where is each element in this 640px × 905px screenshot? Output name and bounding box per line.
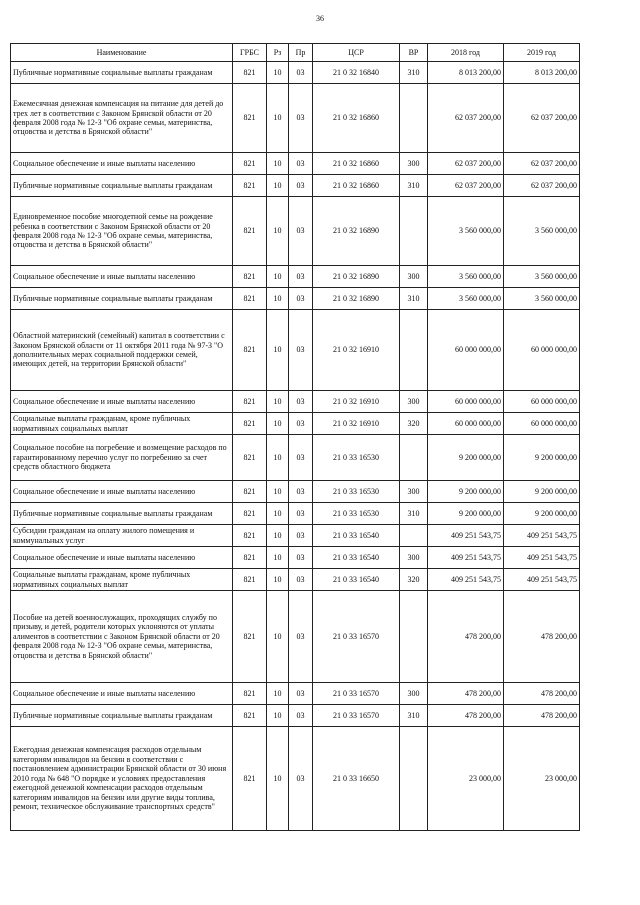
cell-2019: 60 000 000,00 — [504, 391, 580, 413]
cell-csr: 21 0 33 16540 — [313, 547, 400, 569]
cell-rz: 10 — [267, 153, 289, 175]
cell-pr: 03 — [289, 175, 313, 197]
cell-grbs: 821 — [233, 413, 267, 435]
cell-2019: 60 000 000,00 — [504, 413, 580, 435]
cell-2018: 62 037 200,00 — [428, 175, 504, 197]
cell-rz: 10 — [267, 175, 289, 197]
cell-name: Социальное обеспечение и иные выплаты населению — [11, 391, 233, 413]
table-row — [11, 435, 580, 481]
cell-pr: 03 — [289, 288, 313, 310]
cell-grbs: 821 — [233, 197, 267, 266]
cell-csr: 21 0 33 16540 — [313, 569, 400, 591]
cell-vr — [400, 727, 428, 831]
cell-name: Субсидии гражданам на оплату жилого помещения и коммунальных услуг — [11, 525, 233, 547]
cell-vr: 310 — [400, 175, 428, 197]
table-row — [11, 683, 580, 705]
cell-2019: 478 200,00 — [504, 683, 580, 705]
cell-pr: 03 — [289, 683, 313, 705]
cell-csr: 21 0 32 16860 — [313, 84, 400, 153]
cell-rz: 10 — [267, 503, 289, 525]
header-vr: ВР — [400, 44, 428, 62]
table-row — [11, 547, 580, 569]
cell-pr: 03 — [289, 310, 313, 391]
cell-2018: 60 000 000,00 — [428, 310, 504, 391]
cell-2019: 3 560 000,00 — [504, 288, 580, 310]
cell-name: Пособие на детей военнослужащих, проходящих службу по призыву, и детей, родители которых уклоняются от уплаты алиментов в соответствии с Законом Брянской области от 20 февраля 2008 года № 12-З "Об охране семьи, материнства, отцовства и детства в Брянской области" — [11, 591, 233, 683]
cell-rz: 10 — [267, 84, 289, 153]
table-row — [11, 481, 580, 503]
cell-2018: 60 000 000,00 — [428, 391, 504, 413]
cell-grbs: 821 — [233, 525, 267, 547]
cell-grbs: 821 — [233, 683, 267, 705]
cell-2019: 60 000 000,00 — [504, 310, 580, 391]
cell-rz: 10 — [267, 525, 289, 547]
cell-pr: 03 — [289, 547, 313, 569]
cell-vr — [400, 435, 428, 481]
cell-vr: 310 — [400, 62, 428, 84]
cell-name: Ежегодная денежная компенсация расходов отдельным категориям инвалидов на бензин в соответствии с постановлением администрации Брянской области от 30 июня 2010 года № 648 "О порядке и условиях предоставления ежегодной денежной компенсации расходов отдельным категориям инвалидов на бензин или другие виды топлива, ремонт, техническое обслуживание транспортных средств" — [11, 727, 233, 831]
cell-grbs: 821 — [233, 503, 267, 525]
cell-name: Публичные нормативные социальные выплаты гражданам — [11, 62, 233, 84]
cell-pr: 03 — [289, 727, 313, 831]
cell-pr: 03 — [289, 197, 313, 266]
cell-grbs: 821 — [233, 481, 267, 503]
cell-vr — [400, 525, 428, 547]
table-row — [11, 310, 580, 391]
cell-name: Социальные выплаты гражданам, кроме публичных нормативных социальных выплат — [11, 569, 233, 591]
cell-pr: 03 — [289, 391, 313, 413]
header-2019: 2019 год — [504, 44, 580, 62]
cell-grbs: 821 — [233, 705, 267, 727]
cell-2018: 9 200 000,00 — [428, 435, 504, 481]
cell-pr: 03 — [289, 591, 313, 683]
cell-2019: 9 200 000,00 — [504, 503, 580, 525]
cell-2018: 9 200 000,00 — [428, 481, 504, 503]
cell-grbs: 821 — [233, 288, 267, 310]
cell-2019: 62 037 200,00 — [504, 153, 580, 175]
table-header-row — [11, 44, 580, 62]
cell-grbs: 821 — [233, 435, 267, 481]
cell-rz: 10 — [267, 435, 289, 481]
cell-rz: 10 — [267, 683, 289, 705]
cell-csr: 21 0 33 16570 — [313, 705, 400, 727]
header-csr: ЦСР — [313, 44, 400, 62]
cell-vr — [400, 84, 428, 153]
cell-csr: 21 0 32 16890 — [313, 197, 400, 266]
cell-2019: 409 251 543,75 — [504, 525, 580, 547]
table-row — [11, 705, 580, 727]
cell-2019: 478 200,00 — [504, 705, 580, 727]
cell-rz: 10 — [267, 727, 289, 831]
cell-csr: 21 0 33 16570 — [313, 683, 400, 705]
cell-name: Областной материнский (семейный) капитал в соответствии с Законом Брянской области от 11 октября 2011 года № 97-З "О дополнительных мерах социальной поддержки семей, имеющих детей, на территории Брянской области" — [11, 310, 233, 391]
cell-2018: 478 200,00 — [428, 705, 504, 727]
table-row — [11, 62, 580, 84]
table-row — [11, 84, 580, 153]
cell-vr — [400, 310, 428, 391]
cell-pr: 03 — [289, 481, 313, 503]
cell-pr: 03 — [289, 705, 313, 727]
cell-csr: 21 0 32 16840 — [313, 62, 400, 84]
cell-vr: 310 — [400, 503, 428, 525]
cell-rz: 10 — [267, 288, 289, 310]
cell-2018: 62 037 200,00 — [428, 153, 504, 175]
cell-vr: 320 — [400, 413, 428, 435]
cell-rz: 10 — [267, 197, 289, 266]
cell-pr: 03 — [289, 435, 313, 481]
cell-2018: 409 251 543,75 — [428, 569, 504, 591]
cell-name: Публичные нормативные социальные выплаты гражданам — [11, 503, 233, 525]
cell-csr: 21 0 33 16540 — [313, 525, 400, 547]
cell-pr: 03 — [289, 62, 313, 84]
cell-rz: 10 — [267, 266, 289, 288]
cell-pr: 03 — [289, 153, 313, 175]
cell-name: Публичные нормативные социальные выплаты гражданам — [11, 288, 233, 310]
header-pr: Пр — [289, 44, 313, 62]
cell-name: Социальное обеспечение и иные выплаты населению — [11, 547, 233, 569]
cell-2019: 9 200 000,00 — [504, 435, 580, 481]
cell-csr: 21 0 33 16530 — [313, 481, 400, 503]
table-row — [11, 413, 580, 435]
cell-grbs: 821 — [233, 569, 267, 591]
header-grbs: ГРБС — [233, 44, 267, 62]
cell-vr: 300 — [400, 266, 428, 288]
cell-rz: 10 — [267, 705, 289, 727]
cell-2018: 3 560 000,00 — [428, 197, 504, 266]
header-rz: Рз — [267, 44, 289, 62]
cell-csr: 21 0 33 16530 — [313, 503, 400, 525]
cell-name: Ежемесячная денежная компенсация на питание для детей до трех лет в соответствии с Законом Брянской области от 20 февраля 2008 года № 12-З "Об охране семьи, материнства, отцовства и детства в Брянской области" — [11, 84, 233, 153]
table-row — [11, 197, 580, 266]
cell-csr: 21 0 32 16860 — [313, 153, 400, 175]
cell-pr: 03 — [289, 569, 313, 591]
cell-2018: 8 013 200,00 — [428, 62, 504, 84]
header-2018: 2018 год — [428, 44, 504, 62]
cell-name: Социальное обеспечение и иные выплаты населению — [11, 153, 233, 175]
cell-2018: 3 560 000,00 — [428, 288, 504, 310]
cell-2018: 62 037 200,00 — [428, 84, 504, 153]
cell-grbs: 821 — [233, 310, 267, 391]
page-number: 36 — [316, 14, 324, 23]
table-row — [11, 727, 580, 831]
cell-vr: 310 — [400, 705, 428, 727]
cell-grbs: 821 — [233, 266, 267, 288]
cell-name: Социальное обеспечение и иные выплаты населению — [11, 481, 233, 503]
table-row — [11, 391, 580, 413]
cell-csr: 21 0 33 16650 — [313, 727, 400, 831]
cell-2018: 409 251 543,75 — [428, 525, 504, 547]
table-row — [11, 525, 580, 547]
table-row — [11, 175, 580, 197]
cell-pr: 03 — [289, 503, 313, 525]
cell-grbs: 821 — [233, 391, 267, 413]
cell-2019: 3 560 000,00 — [504, 266, 580, 288]
cell-rz: 10 — [267, 413, 289, 435]
cell-csr: 21 0 33 16530 — [313, 435, 400, 481]
cell-2019: 8 013 200,00 — [504, 62, 580, 84]
cell-2019: 9 200 000,00 — [504, 481, 580, 503]
cell-grbs: 821 — [233, 175, 267, 197]
cell-vr: 300 — [400, 683, 428, 705]
cell-2018: 478 200,00 — [428, 683, 504, 705]
cell-rz: 10 — [267, 591, 289, 683]
cell-pr: 03 — [289, 413, 313, 435]
cell-csr: 21 0 32 16910 — [313, 413, 400, 435]
cell-rz: 10 — [267, 547, 289, 569]
cell-pr: 03 — [289, 266, 313, 288]
table-row — [11, 503, 580, 525]
cell-2019: 409 251 543,75 — [504, 547, 580, 569]
cell-2018: 409 251 543,75 — [428, 547, 504, 569]
cell-2018: 9 200 000,00 — [428, 503, 504, 525]
cell-rz: 10 — [267, 569, 289, 591]
cell-name: Единовременное пособие многодетной семье на рождение ребенка в соответствии с Законом Брянской области от 20 февраля 2008 года № 12-З "Об охране семьи, материнства, отцовства и детства в Брянской области" — [11, 197, 233, 266]
cell-csr: 21 0 32 16860 — [313, 175, 400, 197]
cell-csr: 21 0 32 16910 — [313, 391, 400, 413]
cell-rz: 10 — [267, 62, 289, 84]
cell-vr: 320 — [400, 569, 428, 591]
cell-csr: 21 0 32 16890 — [313, 266, 400, 288]
cell-rz: 10 — [267, 310, 289, 391]
cell-vr: 310 — [400, 288, 428, 310]
cell-grbs: 821 — [233, 547, 267, 569]
cell-vr — [400, 591, 428, 683]
cell-name: Социальное пособие на погребение и возмещение расходов по гарантированному перечню услуг по погребению за счет средств областного бюджета — [11, 435, 233, 481]
cell-grbs: 821 — [233, 62, 267, 84]
cell-2018: 60 000 000,00 — [428, 413, 504, 435]
cell-2018: 23 000,00 — [428, 727, 504, 831]
cell-2019: 409 251 543,75 — [504, 569, 580, 591]
cell-csr: 21 0 32 16910 — [313, 310, 400, 391]
table-row — [11, 266, 580, 288]
cell-name: Публичные нормативные социальные выплаты гражданам — [11, 175, 233, 197]
cell-2019: 478 200,00 — [504, 591, 580, 683]
cell-csr: 21 0 33 16570 — [313, 591, 400, 683]
cell-pr: 03 — [289, 84, 313, 153]
budget-table — [10, 43, 580, 831]
table-row — [11, 153, 580, 175]
cell-rz: 10 — [267, 391, 289, 413]
cell-vr: 300 — [400, 391, 428, 413]
cell-name: Публичные нормативные социальные выплаты гражданам — [11, 705, 233, 727]
cell-rz: 10 — [267, 481, 289, 503]
table-row — [11, 288, 580, 310]
cell-grbs: 821 — [233, 591, 267, 683]
cell-vr — [400, 197, 428, 266]
cell-name: Социальное обеспечение и иные выплаты населению — [11, 683, 233, 705]
cell-2018: 3 560 000,00 — [428, 266, 504, 288]
cell-pr: 03 — [289, 525, 313, 547]
cell-2019: 62 037 200,00 — [504, 84, 580, 153]
cell-vr: 300 — [400, 481, 428, 503]
table-row — [11, 591, 580, 683]
cell-csr: 21 0 32 16890 — [313, 288, 400, 310]
cell-name: Социальное обеспечение и иные выплаты населению — [11, 266, 233, 288]
cell-2019: 3 560 000,00 — [504, 197, 580, 266]
cell-vr: 300 — [400, 153, 428, 175]
cell-grbs: 821 — [233, 727, 267, 831]
header-name: Наименование — [11, 44, 233, 62]
cell-2019: 23 000,00 — [504, 727, 580, 831]
cell-name: Социальные выплаты гражданам, кроме публичных нормативных социальных выплат — [11, 413, 233, 435]
cell-grbs: 821 — [233, 153, 267, 175]
cell-grbs: 821 — [233, 84, 267, 153]
table-row — [11, 569, 580, 591]
cell-2019: 62 037 200,00 — [504, 175, 580, 197]
cell-vr: 300 — [400, 547, 428, 569]
cell-2018: 478 200,00 — [428, 591, 504, 683]
